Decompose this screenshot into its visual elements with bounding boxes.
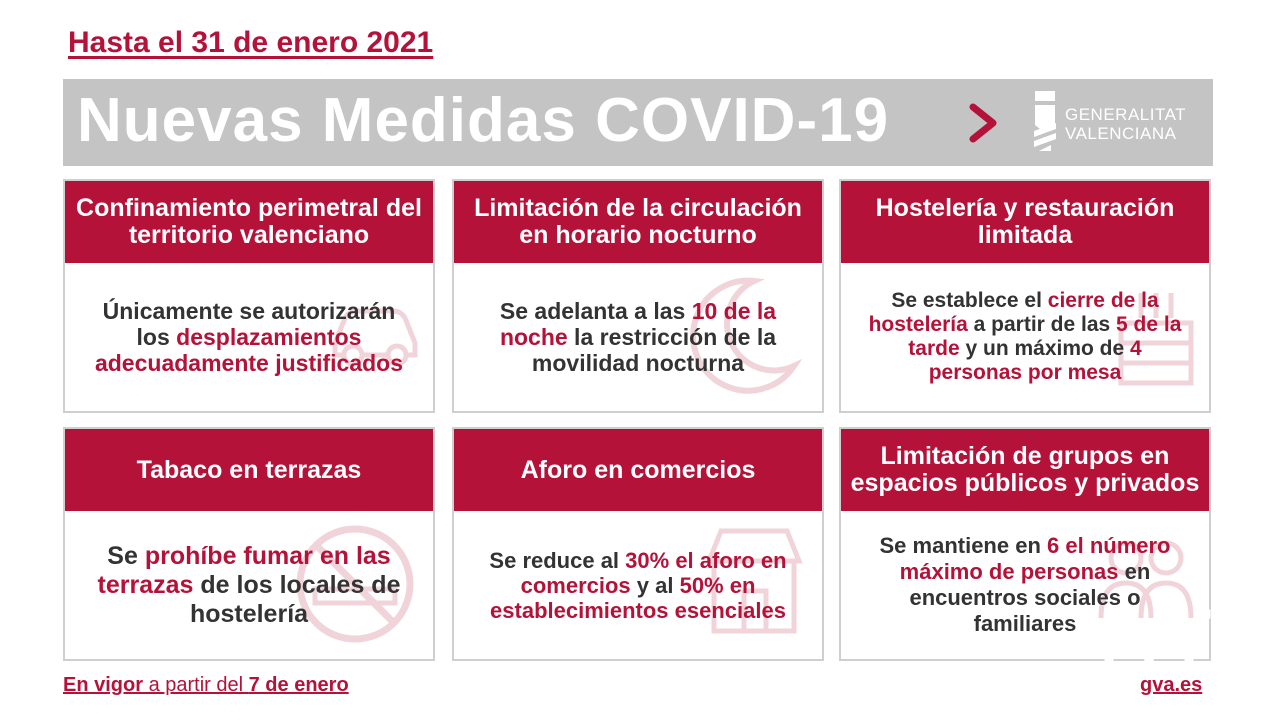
card-text-highlight: 30% el aforo en comercios bbox=[520, 547, 787, 598]
gva-logo-text bbox=[1065, 105, 1186, 143]
card-text-part: Se mantiene en bbox=[879, 533, 1048, 558]
card-text-highlight: 4 personas por mesa bbox=[928, 337, 1142, 384]
footer-in-force: En vigor bbox=[63, 674, 144, 696]
card-text-part: Se establece el bbox=[891, 289, 1048, 312]
measure-card-tabaco bbox=[63, 427, 435, 661]
card-text-part: a partir de las bbox=[967, 313, 1117, 336]
card-text-highlight: 5 de la tarde bbox=[908, 313, 1182, 360]
card-title: Tabaco en terrazas bbox=[65, 429, 433, 511]
card-text-highlight: desplazamientos adecuadamente justificados bbox=[94, 324, 404, 376]
date-heading: Hasta el 31 de enero 2021 bbox=[68, 26, 434, 59]
card-title: Hostelería y restauración limitada bbox=[841, 181, 1209, 263]
gva-logo-line2: VALENCIANA bbox=[1065, 124, 1177, 143]
card-title: Confinamiento perimetral del territorio valenciano bbox=[65, 181, 433, 263]
card-text-part: Se bbox=[107, 541, 145, 570]
card-text-part: y un máximo de bbox=[959, 337, 1131, 360]
card-text-highlight: 10 de la noche bbox=[499, 298, 777, 350]
footer-date: 7 de enero bbox=[248, 674, 349, 696]
title-banner bbox=[63, 79, 1213, 166]
card-text-highlight: 50% en establecimientos esenciales bbox=[490, 572, 786, 623]
card-body bbox=[454, 511, 822, 659]
card-body bbox=[841, 263, 1209, 411]
card-text-part: en encuentros sociales o familiares bbox=[909, 559, 1151, 636]
card-text-highlight: 6 el número máximo de personas bbox=[899, 533, 1171, 584]
card-text bbox=[859, 533, 1191, 637]
measure-card-circulacion bbox=[452, 179, 824, 413]
card-title: Limitación de grupos en espacios públicos y privados bbox=[841, 429, 1209, 511]
card-text bbox=[83, 298, 415, 376]
card-title: Aforo en comercios bbox=[454, 429, 822, 511]
card-text-highlight: prohíbe fumar en las terrazas bbox=[97, 541, 391, 599]
footer-effective-date bbox=[63, 674, 349, 697]
card-text-part: y al bbox=[630, 572, 680, 598]
card-body bbox=[454, 263, 822, 411]
footer-website-link[interactable]: gva.es bbox=[1140, 674, 1203, 696]
card-text-part: Se adelanta a las bbox=[499, 298, 692, 324]
chevron-right-icon bbox=[965, 103, 1001, 143]
card-text-part: Únicamente se autorizarán los bbox=[102, 298, 396, 350]
page-title: Nuevas Medidas COVID-19 bbox=[77, 86, 890, 155]
card-text bbox=[83, 542, 415, 629]
card-text bbox=[472, 548, 804, 623]
card-text bbox=[859, 289, 1191, 385]
measure-card-hosteleria bbox=[839, 179, 1211, 413]
card-text-part: la restricción de la movilidad nocturna bbox=[531, 324, 777, 376]
gva-logo-line1: GENERALITAT bbox=[1065, 105, 1187, 124]
measure-card-confinamiento bbox=[63, 179, 435, 413]
measure-card-aforo bbox=[452, 427, 824, 661]
generalitat-logo bbox=[1031, 87, 1201, 157]
card-title: Limitación de la circulación en horario nocturno bbox=[454, 181, 822, 263]
card-body bbox=[841, 511, 1209, 659]
card-text-part: Se reduce al bbox=[489, 547, 626, 573]
card-text-part: de los locales de hostelería bbox=[189, 570, 401, 628]
measure-card-grupos bbox=[839, 427, 1211, 661]
card-body bbox=[65, 263, 433, 411]
footer-from: a partir del bbox=[143, 674, 249, 696]
gva-emblem-icon bbox=[1031, 87, 1059, 155]
card-body bbox=[65, 511, 433, 659]
card-text-highlight: cierre de la hostelería bbox=[868, 289, 1159, 336]
card-text bbox=[472, 298, 804, 376]
